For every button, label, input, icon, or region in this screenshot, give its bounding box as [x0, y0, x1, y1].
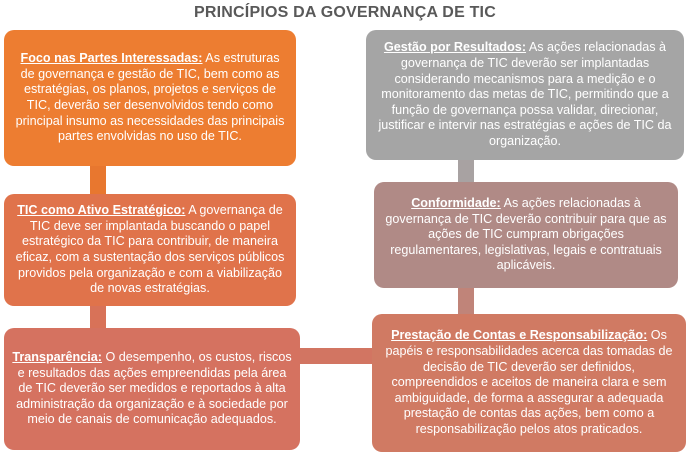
box-conformidade-heading: Conformidade: [411, 196, 501, 211]
box-ativo-body: A governança de TIC deve ser implantada buscando o papel estratégico da TIC para contribuir, de maneira eficaz, com a sustentação dos serviços públicos providos pela organização e com a viabilização de novas estratégias. [15, 203, 285, 296]
box-prestacao-heading: Prestação de Contas e Responsabilização: [391, 328, 648, 343]
box-transparencia-text [12, 350, 292, 428]
box-conformidade-body: As ações relacionadas à governança de TIC deverão contribuir para que as ações de TIC cumpram obrigações regulamentares, legislativas, legais e contratuais aplicáveis. [385, 196, 667, 273]
box-conformidade-text [382, 196, 670, 274]
box-foco-heading: Foco nas Partes Interessadas: [20, 51, 203, 66]
box-gestao-heading: Gestão por Resultados: [383, 40, 527, 55]
box-foco-body: As estruturas de governança e gestão de TIC, bem como as estratégias, os planos, projetos e serviços de TIC, deverão ser desenvolvidos tendo como principal insumo as necessidades das principais partes envolvidas no uso de TIC. [15, 51, 285, 144]
box-prestacao-contas [372, 314, 686, 452]
box-ativo-heading: TIC como Ativo Estratégico: [17, 203, 186, 218]
box-prestacao-text [380, 328, 678, 437]
box-ativo-text [12, 203, 288, 297]
box-transparencia-heading: Transparência: [12, 350, 102, 365]
box-gestao-por-resultados [366, 30, 684, 160]
box-gestao-body: As ações relacionadas à governança de TIC deverão ser implantadas considerando mecanismos para a medição e o monitoramento das metas de TIC, permitindo que a função de governança possa validar, direcionar, justificar e intervir nas estratégias e ações de TIC da organização. [378, 40, 672, 148]
connector-ativo-transparencia [90, 306, 106, 328]
connector-foco-ativo [90, 166, 106, 194]
connector-gestao-conformidade [458, 160, 474, 182]
connector-transparencia-prestacao [300, 348, 372, 364]
connector-conformidade-prestacao [458, 288, 474, 314]
box-transparencia-body: O desempenho, os custos, riscos e resultados das ações empreendidas pela área de TIC deverão ser medidos e reportados à alta administração da organização e à sociedade por meio de canais de comunicação adequados. [16, 350, 292, 427]
box-prestacao-body: Os papéis e responsabilidades acerca das tomadas de decisão de TIC deverão ser definidos, compreendidos e aceitos de maneira clara e sem ambiguidade, de forma a assegurar a adequada prestação de contas das ações, bem como a responsabilização pelos atos praticados. [385, 328, 673, 436]
box-conformidade [374, 182, 678, 288]
box-foco-text [12, 51, 288, 145]
box-transparencia [4, 328, 300, 450]
diagram-title: PRINCÍPIOS DA GOVERNANÇA DE TIC [194, 4, 496, 21]
box-foco-partes-interessadas [4, 30, 296, 166]
box-gestao-text [374, 40, 676, 149]
box-tic-ativo-estrategico [4, 194, 296, 306]
